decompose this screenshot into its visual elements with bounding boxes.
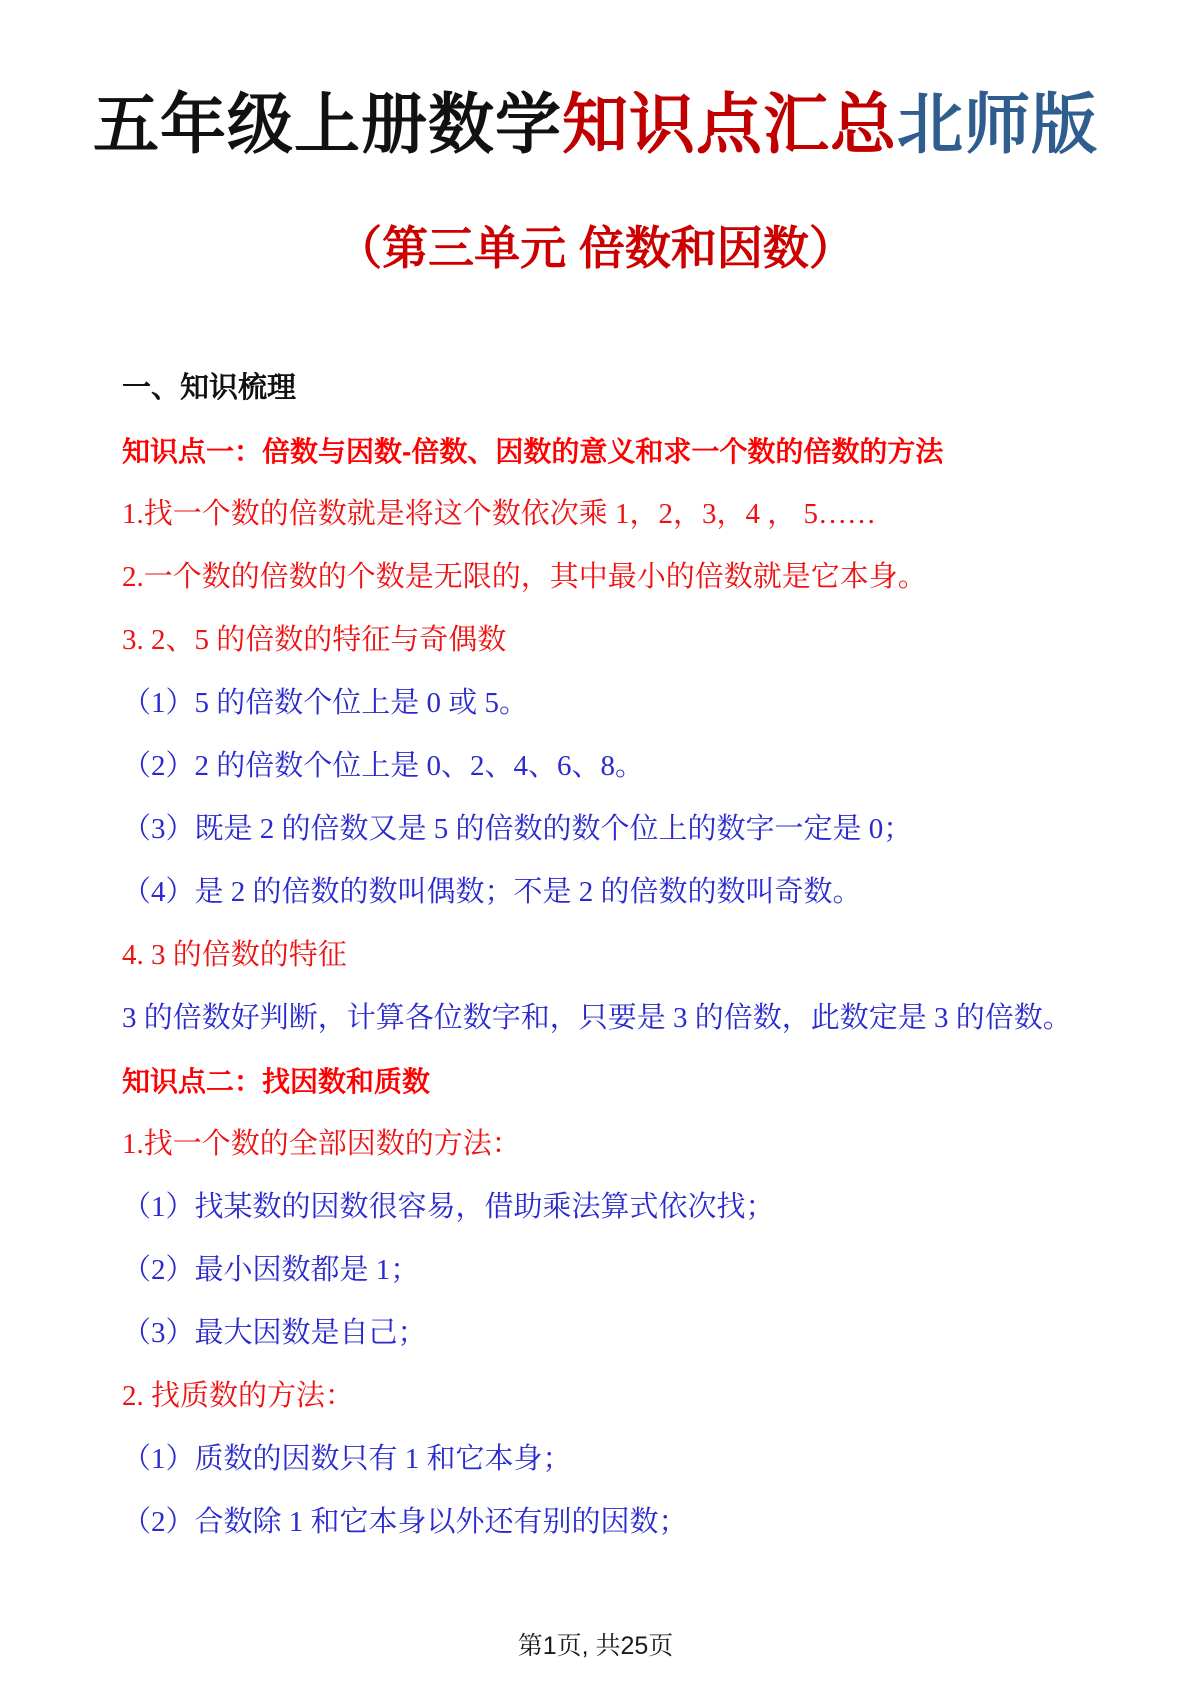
paragraph-line: （3）既是 2 的倍数又是 5 的倍数的数个位上的数字一定是 0； [122,813,913,845]
paragraph-line: 3 的倍数好判断，计算各位数字和，只要是 3 的倍数，此数定是 3 的倍数。 [122,1002,1072,1034]
paragraph-line: （1）质数的因数只有 1 和它本身； [122,1443,572,1475]
paragraph-line: 4. 3 的倍数的特征 [122,939,347,971]
knowledge-point-2-heading: 知识点二：找因数和质数 [122,1066,431,1097]
knowledge-point-1-heading: 知识点一：倍数与因数-倍数、因数的意义和求一个数的倍数的方法 [122,436,944,467]
paragraph-line: （2）2 的倍数个位上是 0、2、4、6、8。 [122,750,645,782]
section-heading: 一、知识梳理 [122,372,297,404]
page-title [60,87,1131,161]
paragraph-line: 1.找一个数的倍数就是将这个数依次乘 1，2，3，4 ， 5…… [122,498,877,530]
paragraph-line: （1）5 的倍数个位上是 0 或 5。 [122,687,529,719]
page-number-footer: 第1页, 共25页 [517,1632,674,1660]
paragraph-line: 2. 找质数的方法： [122,1380,355,1412]
paragraph-line: 1.找一个数的全部因数的方法： [122,1128,521,1160]
paragraph-line: （2）最小因数都是 1； [122,1254,420,1286]
title-part-red: 知识点汇总 [562,87,897,161]
paragraph-line: （4）是 2 的倍数的数叫偶数；不是 2 的倍数的数叫奇数。 [122,876,862,908]
paragraph-line: （3）最大因数是自己； [122,1317,427,1349]
title-part-blue: 北师版 [897,87,1098,161]
paragraph-line: （2）合数除 1 和它本身以外还有别的因数； [122,1506,688,1538]
page-subtitle: （第三单元 倍数和因数） [336,222,855,274]
paragraph-line: 2.一个数的倍数的个数是无限的，其中最小的倍数就是它本身。 [122,561,927,593]
paragraph-line: （1）找某数的因数很容易，借助乘法算式依次找； [122,1191,775,1223]
title-part-black: 五年级上册数学 [93,87,562,161]
paragraph-line: 3. 2、5 的倍数的特征与奇偶数 [122,624,507,656]
document-body [122,357,1121,1554]
